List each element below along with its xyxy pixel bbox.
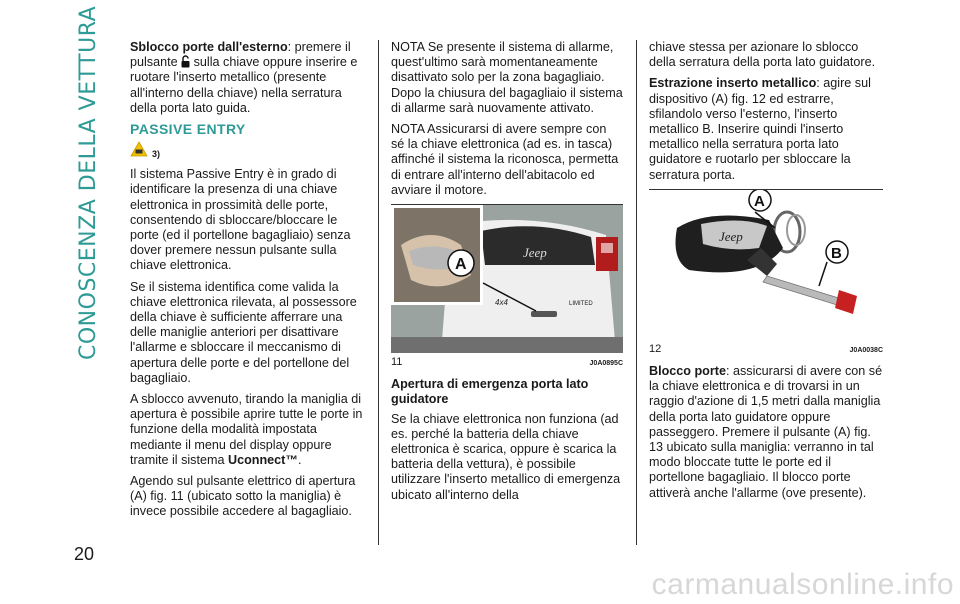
paragraph (130, 392, 366, 468)
paragraph: Se il sistema identifica come valida la chiave elettronica rilevata, al possessore della chiave è sufficiente afferrare una delle maniglie anteriori per disattivare l'allarme e sbloccare il meccanismo di apertura delle porte e del portellone del bagagliaio. (130, 279, 357, 385)
paragraph (649, 76, 883, 182)
column-3 (649, 40, 883, 507)
column-divider (378, 40, 379, 545)
paragraph (649, 364, 883, 501)
figure-11-image (391, 205, 623, 353)
figure-callout-a: A (754, 192, 765, 210)
key-fob-illustration (649, 190, 883, 340)
text: : premere il pulsante (130, 40, 351, 70)
warning-ref: 3) (152, 149, 161, 160)
page-number: 20 (74, 544, 95, 564)
tailgate-badge: 4x4 (495, 298, 508, 308)
figure-caption (391, 355, 623, 371)
paragraph: Il sistema Passive Entry è in grado di identificare la presenza di una chiave elettronica in prossimità delle porte, consentendo di sbloccare/bloccare le porte (ed il portellone bagagliaio) senza dover premere nessun pulsante sulla chiave elettronica. (130, 167, 351, 273)
term-estrazione-inserto: Estrazione inserto metallico (649, 76, 817, 91)
figure-number: 11 (391, 356, 403, 369)
figure-number: 12 (649, 342, 662, 355)
figure-12-image (649, 190, 883, 340)
column-1 (130, 40, 366, 526)
text: sulla chiave oppure inserire e ruotare l'inserto metallico (presente all'interno della chiave) nella serratura della porta lato guida. (130, 55, 358, 115)
figure-code: J0A0895C (589, 360, 623, 368)
paragraph: Agendo sul pulsante elettrico di apertura (A) fig. 11 (ubicato sotto la maniglia) è invece possibile accedere al bagagliaio. (130, 474, 356, 519)
warning-triangle-icon (130, 141, 148, 157)
car-tailgate-illustration (391, 205, 623, 353)
text: A sblocco avvenuto, tirando la maniglia di apertura è possibile aprire tutte le porte in funzione della modalità impostata mediante il menu del display oppure tramite il sistema (130, 392, 363, 467)
text: : assicurarsi di avere con sé la chiave elettronica e di trovarsi in un raggio d'azione di 1,5 metri dalla maniglia della porta lato guidatore oppure passeggero. Premere il pulsante (A) fig. 13 ubicato sulla maniglia: verranno in tal modo bloccate tutte le porte ed il portellone bagagliaio. Il blocco porte attiverà anche l'allarme (ove presente). (649, 364, 883, 500)
section-title: PASSIVE ENTRY (130, 121, 246, 138)
figure-callout-a: A (455, 256, 467, 274)
term-uconnect: Uconnect™ (227, 452, 298, 467)
chapter-side-title: CONOSCENZA DELLA VETTURA (76, 5, 101, 360)
warning-reference (130, 141, 366, 161)
column-divider (636, 40, 637, 545)
paragraph: chiave stessa per azionare lo sblocco della serratura della porta lato guidatore. (649, 40, 876, 70)
paragraph: Se la chiave elettronica non funziona (ad es. perché la batteria della chiave elettronica è scarica, oppure è scarica la batteria della vettura), è possibile utilizzare l'inserto metallico di emergenza ubicato all'interno della (391, 411, 621, 502)
site-watermark: carmanualsonline.info (651, 568, 954, 601)
emergency-opening-heading: Apertura di emergenza porta lato guidatore (391, 377, 589, 407)
term-sblocco-porte: Sblocco porte dall'esterno (130, 40, 288, 54)
figure-callout-b: B (831, 244, 842, 262)
column-2 (391, 40, 623, 509)
figure-code: J0A0038C (849, 346, 883, 354)
fob-logo: Jeep (719, 228, 743, 244)
note-paragraph: NOTA Assicurarsi di avere sempre con sé la chiave elettronica (ad es. in tasca) affinché il sistema la riconosca, permetta di entrare all'interno dell'abitacolo ed avviare il motore. (391, 122, 619, 197)
tailgate-logo: Jeep (523, 245, 547, 261)
padlock-open-icon (181, 55, 190, 68)
note-paragraph: NOTA Se presente il sistema di allarme, quest'ultimo sarà momentaneamente disattivato solo per la zona bagagliaio. Dopo la chiusura del bagagliaio il sistema di allarme sarà nuovamente attivato. (391, 40, 623, 115)
text: . (297, 452, 302, 467)
paragraph-unlock-exterior (130, 40, 366, 116)
tailgate-model: LIMITED (569, 301, 593, 308)
term-blocco-porte: Blocco porte (649, 364, 726, 379)
figure-caption (649, 342, 883, 358)
text: : agire sul dispositivo (A) fig. 12 ed estrarre, sfilandolo verso l'esterno, l'inserto metallico B. Inserire quindi l'inserto metallico nella serratura porta lato guidatore e ruotarlo per sbloccare la serratura porta. (649, 76, 871, 182)
